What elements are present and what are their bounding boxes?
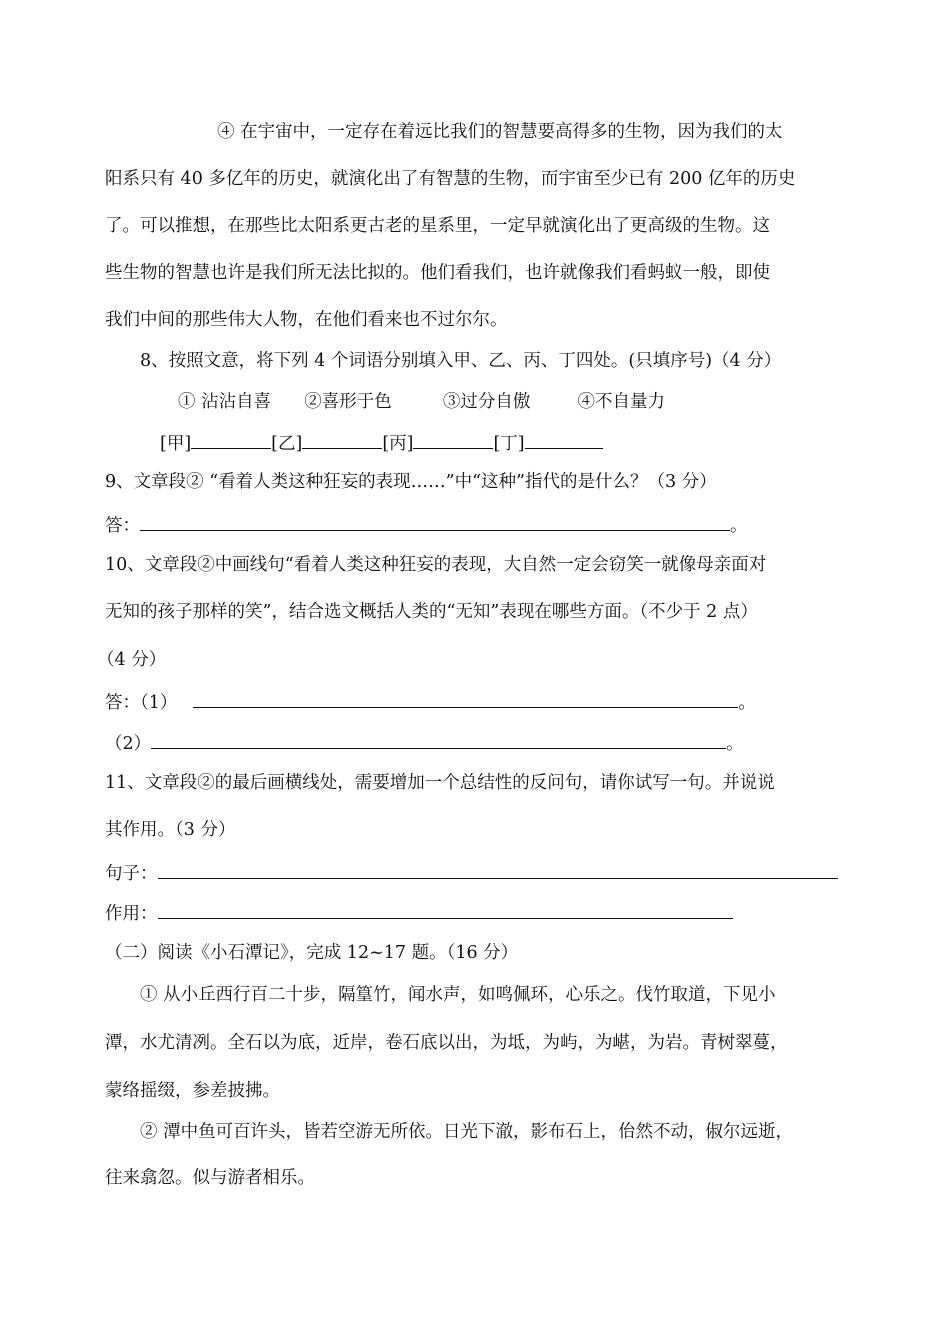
q10-answer-2-label: （2） <box>105 734 152 754</box>
q11-effect <box>105 900 733 926</box>
q10-answer-1-label: 答：（1） <box>105 693 178 713</box>
section2-title: （二）阅读《小石潭记》，完成 12~17 题。（16 分） <box>105 943 519 963</box>
para4-line-5: 我们中间的那些伟大人物，在他们看来也不过尔尔。 <box>105 310 508 330</box>
q10-line-3: （4 分） <box>97 650 167 670</box>
q10-answer-1-end: 。 <box>738 693 756 713</box>
q9-answer <box>105 512 748 538</box>
section2-p2-line-1: ② 潭中鱼可百许头，皆若空游无所依。日光下澈，影布石上，佁然不动，俶尔远逝， <box>140 1122 794 1142</box>
blank-bing-label: [丙] <box>382 434 414 454</box>
blank-ding-label: [丁] <box>493 434 525 454</box>
para4-line-4: 些生物的智慧也许是我们所无法比拟的。他们看我们，也许就像我们看蚂蚁一般，即使 <box>105 263 770 283</box>
section2-p1-line-1b: 隔篁竹，闻水声，如鸣佩环，心乐之。伐竹取道，下见小 <box>338 985 776 1005</box>
blank-yi-label: [乙] <box>271 434 303 454</box>
q8-option-1: ① 沾沾自喜 <box>178 392 272 412</box>
q11-effect-label: 作用： <box>105 904 158 924</box>
q11-sentence <box>105 860 838 886</box>
q8-option-4: ④不自量力 <box>577 392 666 412</box>
q11-sentence-line[interactable] <box>158 860 838 879</box>
q10-answer-2-line[interactable] <box>151 730 726 749</box>
q8-blanks <box>160 430 603 456</box>
q8-option-2: ②喜形于色 <box>304 392 392 412</box>
q10-line-2: 无知的孩子那样的笑”，结合选文概括人类的“无知”表现在哪些方面。（不少于 2 点） <box>105 602 758 622</box>
q8-title: 8、按照文意，将下列 4 个词语分别填入甲、乙、丙、丁四处。(只填序号)（4 分） <box>140 351 782 371</box>
blank-bing-line[interactable] <box>413 430 493 449</box>
q9-answer-end: 。 <box>730 516 748 536</box>
q11-effect-line[interactable] <box>158 900 733 919</box>
section2-p2-line-2: 往来翕忽。似与游者相乐。 <box>105 1168 315 1188</box>
q11-sentence-label: 句子： <box>105 864 158 884</box>
q8-option-3: ③过分自傲 <box>442 392 531 412</box>
q11-line-1: 11、文章段②的最后画横线处，需要增加一个总结性的反问句，请你试写一句。并说说 <box>105 773 775 793</box>
blank-ding-line[interactable] <box>525 430 603 449</box>
q10-answer-1 <box>105 689 756 715</box>
para4-line-3: 了。可以推想，在那些比太阳系更古老的星系里，一定早就演化出了更高级的生物。这 <box>105 216 770 236</box>
blank-jia-label: [甲] <box>160 434 192 454</box>
section2-p1-line-3: 蒙络摇缀，参差披拂。 <box>105 1081 280 1101</box>
q10-answer-2-end: 。 <box>726 734 744 754</box>
q9-title: 9、文章段② “看着人类这种狂妄的表现……”中“这种”指代的是什么？（3 分） <box>105 472 717 492</box>
section2-p1-line-1a: ① 从小丘西行百二十步， <box>140 985 339 1005</box>
q9-answer-label: 答： <box>105 516 140 536</box>
q8-options <box>178 390 665 414</box>
para4-line-1: ④ 在宇宙中，一定存在着远比我们的智慧要高得多的生物，因为我们的太 <box>217 122 783 142</box>
q10-line-1: 10、文章段②中画线句“看着人类这种狂妄的表现，大自然一定会窃笑一就像母亲面对 <box>105 555 767 575</box>
para4-line-2: 阳系只有 40 多亿年的历史，就演化出了有智慧的生物，而宇宙至少已有 200 亿年的历史 <box>105 169 796 189</box>
blank-jia-line[interactable] <box>191 430 271 449</box>
section2-p1-line-2: 潭，水尤清冽。全石以为底，近岸，卷石底以出，为坻，为屿，为嵁，为岩。青树翠蔓， <box>105 1033 788 1053</box>
q10-answer-1-line[interactable] <box>193 689 738 708</box>
q10-answer-2 <box>105 730 744 756</box>
q11-line-2: 其作用。（3 分） <box>105 820 236 840</box>
section2-p1-line-1 <box>140 983 776 1007</box>
q9-answer-line[interactable] <box>140 512 730 531</box>
blank-yi-line[interactable] <box>302 430 382 449</box>
